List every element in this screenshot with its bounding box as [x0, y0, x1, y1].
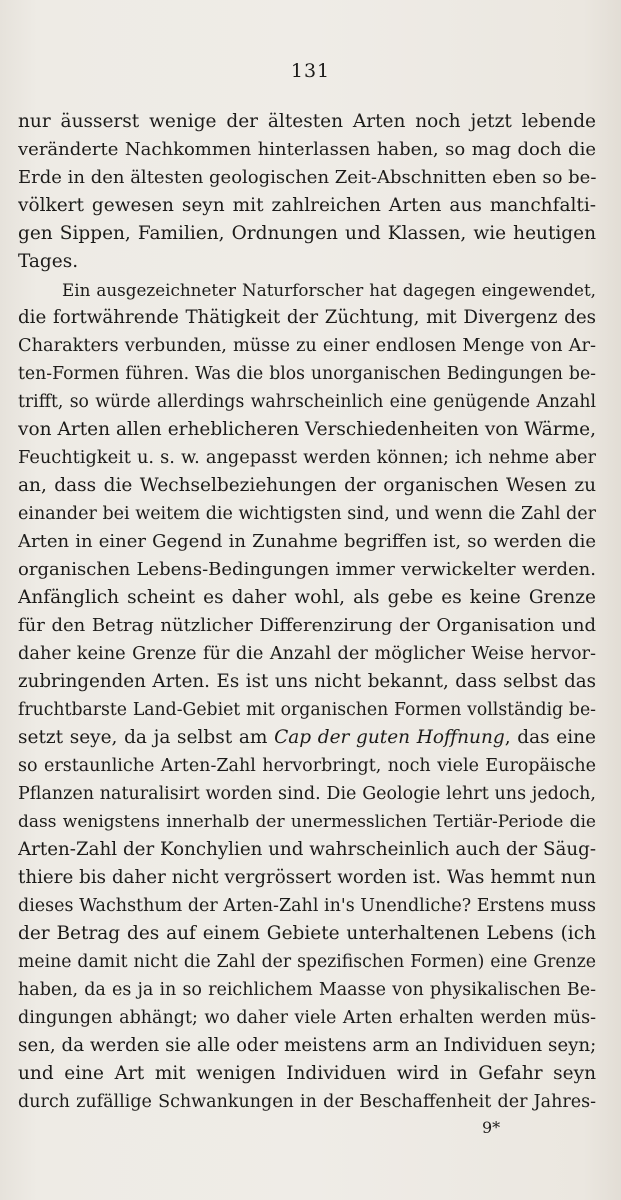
text-line: Feuchtigkeit u. s. w. angepasst werden können; ich nehme aber [18, 448, 596, 468]
text-line: thiere bis daher nicht vergrössert worden ist. Was hemmt nun [18, 867, 596, 888]
text-line: nur äusserst wenige der ältesten Arten noch jetzt lebende [18, 111, 596, 132]
text-line: organischen Lebens-Bedingungen immer verwickelter werden. [18, 559, 596, 580]
text-line: der Betrag des auf einem Gebiete unterhaltenen Lebens (ich [18, 923, 596, 944]
text-line: Tages. [18, 251, 79, 272]
text-line: veränderte Nachkommen hinterlassen haben, so mag doch die [18, 139, 596, 160]
text-line: Arten-Zahl der Konchylien und wahrscheinlich auch der Säug- [18, 839, 596, 860]
page-number: 131 [290, 60, 331, 82]
text-line: so erstaunliche Arten-Zahl hervorbringt, noch viele Europäische [18, 756, 596, 776]
text-line: Ein ausgezeichneter Naturforscher hat dagegen eingewendet, [62, 280, 596, 300]
text-line: daher keine Grenze für die Anzahl der möglicher Weise hervor- [18, 644, 596, 664]
signature-mark: 9* [482, 1118, 501, 1137]
text-line: gen Sippen, Familien, Ordnungen und Klassen, wie heutigen [18, 223, 596, 244]
text-line-with-italic [18, 724, 596, 752]
text-line: völkert gewesen seyn mit zahlreichen Arten aus manchfalti- [18, 195, 596, 216]
text-line: trifft, so würde allerdings wahrscheinlich eine genügende Anzahl [18, 392, 596, 412]
text-line: Arten in einer Gegend in Zunahme begriffen ist, so werden die [18, 531, 596, 552]
text-line: dieses Wachsthum der Arten-Zahl in's Unendliche? Erstens muss [18, 896, 596, 916]
text-line: fruchtbarste Land-Gebiet mit organischen Formen vollständig be- [18, 700, 596, 720]
italic-place-name: Cap der guten Hoffnung [274, 727, 505, 748]
text-line: durch zufällige Schwankungen in der Beschaffenheit der Jahres- [18, 1092, 596, 1112]
text-line: Pflanzen naturalisirt worden sind. Die Geologie lehrt uns jedoch, [18, 784, 596, 804]
text-line: Erde in den ältesten geologischen Zeit-Abschnitten eben so be- [18, 167, 596, 188]
text-segment: , das eine [504, 727, 596, 748]
text-line: Charakters verbunden, müsse zu einer endlosen Menge von Ar- [18, 336, 596, 356]
text-line: dass wenigstens innerhalb der unermesslichen Tertiär-Periode die [18, 812, 596, 832]
text-line: dingungen abhängt; wo daher viele Arten erhalten werden müs- [18, 1008, 596, 1028]
text-line: an, dass die Wechselbeziehungen der organischen Wesen zu [18, 475, 596, 496]
text-line: zubringenden Arten. Es ist uns nicht bekannt, dass selbst das [18, 671, 596, 692]
body-text [18, 108, 596, 1116]
text-line: die fortwährende Thätigkeit der Züchtung, mit Divergenz des [18, 307, 596, 328]
text-line: und eine Art mit wenigen Individuen wird in Gefahr seyn [18, 1063, 596, 1084]
text-line: meine damit nicht die Zahl der spezifischen Formen) eine Grenze [18, 952, 596, 972]
text-line: ten-Formen führen. Was die blos unorganischen Bedingungen be- [18, 364, 596, 384]
text-line: für den Betrag nützlicher Differenzirung der Organisation und [18, 615, 596, 636]
text-line: haben, da es ja in so reichlichem Maasse von physikalischen Be- [18, 980, 596, 1000]
text-line: Anfänglich scheint es daher wohl, als gebe es keine Grenze [18, 587, 596, 608]
text-segment: setzt seye, da ja selbst am [18, 727, 275, 748]
text-line: sen, da werden sie alle oder meistens arm an Individuen seyn; [18, 1035, 596, 1056]
text-line: einander bei weitem die wichtigsten sind, und wenn die Zahl der [18, 504, 596, 524]
text-line: von Arten allen erheblicheren Verschiedenheiten von Wärme, [18, 419, 596, 440]
